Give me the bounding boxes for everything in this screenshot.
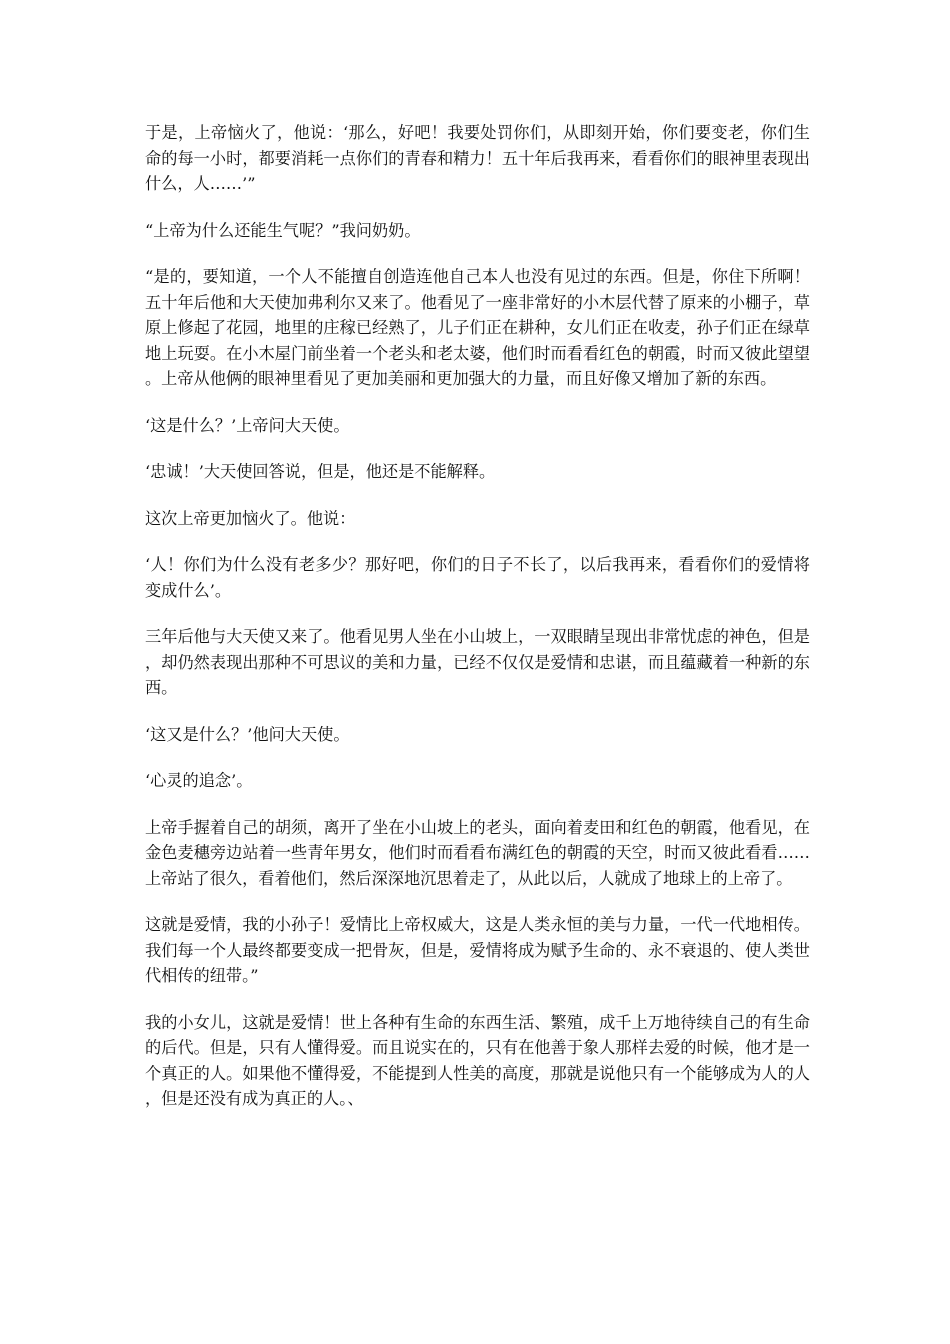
paragraph: ‘心灵的追念’。 [145, 771, 253, 790]
paragraph: ‘忠诚！’大天使回答说，但是，他还是不能解释。 [145, 462, 496, 481]
paragraph: 我的小女儿，这就是爱情！世上各种有生命的东西生活、繁殖，成千上万地待续自己的有生命的后代。但是，只有人懂得爱。而且说实在的，只有在他善于象人那样去爱的时候，他才是一个真正的人。如果他不懂得爱，不能提到人性美的高度，那就是说他只有一个能够成为人的人，但是还没有成为真正的人。、 [145, 1012, 810, 1108]
paragraph: ‘这又是什么？’他问大天使。 [145, 724, 350, 744]
paragraph: ‘这是什么？’上帝问大天使。 [145, 415, 350, 435]
paragraph: “是的，要知道，一个人不能擅自创造连他自己本人也没有见过的东西。但是，你住下所啊！五十年后他和大天使加弗利尔又来了。他看见了一座非常好的小木层代替了原来的小棚子，草原上修起了花园，地里的庄稼已经熟了，儿子们正在耕种，女儿们正在收麦，孙子们正在绿草地上玩耍。在小木屋门前坐着一个老头和老太婆，他们时而看看红色的朝霞，时而又彼此望望。上帝从他俩的眼神里看见了更加美丽和更加强大的力量，而且好像又增加了新的东西。 [145, 267, 810, 388]
document-page [145, 120, 810, 1133]
paragraph: 这就是爱情，我的小孙子！爱情比上帝权威大，这是人类永恒的美与力量，一代一代地相传。我们每一个人最终都要变成一把骨灰，但是，爱情将成为赋予生命的、永不衰退的、使人类世代相传的纽带。” [145, 915, 810, 985]
paragraph: “上帝为什么还能生气呢？”我问奶奶。 [145, 220, 421, 240]
paragraph: 上帝手握着自己的胡须，离开了坐在小山坡上的老头，面向着麦田和红色的朝霞，他看见，在金色麦穗旁边站着一些青年男女，他们时而看看布满红色的朝霞的天空，时而又彼此看看……上帝站了很久，看着他们，然后深深地沉思着走了，从此以后，人就成了地球上的上帝了。 [145, 817, 810, 888]
paragraph: 这次上帝更加恼火了。他说： [145, 508, 356, 528]
paragraph: ‘人！你们为什么没有老多少？那好吧，你们的日子不长了，以后我再来，看看你们的爱情将变成什么’。 [145, 555, 810, 600]
paragraph: 于是，上帝恼火了，他说：‘那么，好吧！我要处罚你们，从即刻开始，你们要变老，你们生命的每一小时，都要消耗一点你们的青春和精力！五十年后我再来，看看你们的眼神里表现出什么，人……’” [145, 123, 810, 193]
paragraph: 三年后他与大天使又来了。他看见男人坐在小山坡上，一双眼睛呈现出非常忧虑的神色，但是，却仍然表现出那种不可思议的美和力量，已经不仅仅是爱情和忠谌，而且蕴藏着一种新的东西。 [145, 627, 810, 697]
